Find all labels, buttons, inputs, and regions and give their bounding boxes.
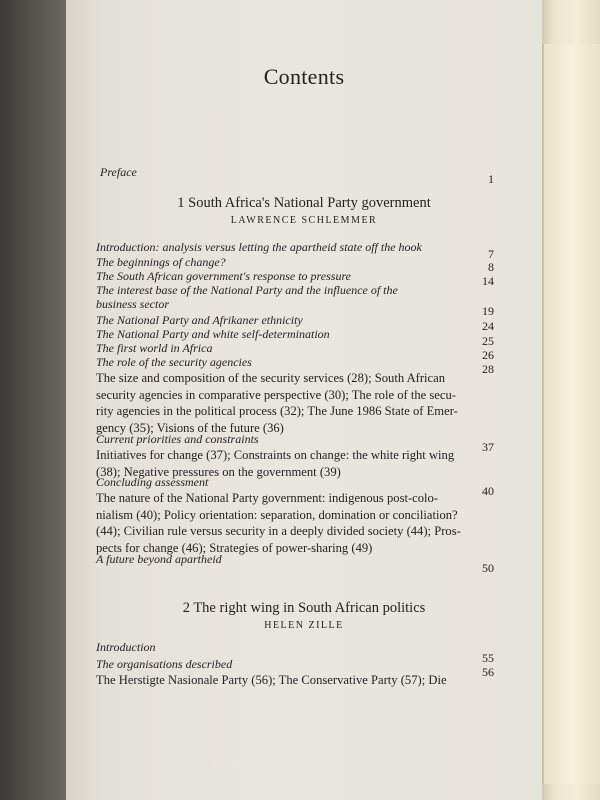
chapter-1-heading: 1 South Africa's National Party government	[177, 195, 431, 211]
subsection-line: pects for change (46); Strategies of power-sharing (49)	[96, 540, 373, 555]
toc-page: 37	[482, 440, 494, 454]
toc-entry: The organisations described	[96, 657, 233, 671]
toc-page: 14	[482, 274, 494, 288]
subsection-line: nialism (40); Policy orientation: separation, domination or conciliation?	[96, 507, 458, 522]
chapter-2-heading: 2 The right wing in South African politics	[182, 600, 426, 616]
book-cover-edge	[542, 0, 600, 800]
toc-entry: The National Party and Afrikaner ethnicity	[96, 313, 303, 327]
toc-entry: Current priorities and constraints	[96, 432, 259, 446]
subsection-line: (38); Negative pressures on the government (39)	[96, 464, 341, 479]
concluding-subsections	[96, 490, 466, 556]
subsection-line: The size and composition of the security services (28); South African	[96, 371, 446, 385]
toc-entry: business sector	[96, 297, 169, 311]
toc-page: 56	[482, 665, 494, 679]
toc-page-preface: 1	[488, 172, 494, 186]
toc-page: 50	[482, 561, 494, 575]
subsection-line: security agencies in comparative perspective (30); The role of the secu-	[96, 387, 456, 402]
toc-page: 7	[488, 247, 494, 261]
page-title: Contents	[263, 64, 345, 89]
subsection-line: rity agencies in the political process (32); The June 1986 State of Emer-	[96, 404, 458, 418]
toc-entry: The beginnings of change?	[96, 255, 226, 269]
page-stack-edge	[542, 44, 600, 784]
subsection-line: (44); Civilian rule versus security in a deeply divided society (44); Pros-	[96, 524, 461, 538]
subsection-line: The Herstigte Nasionale Party (56); The Conservative Party (57); Die	[96, 673, 447, 687]
chapter-1-author: LAWRENCE SCHLEMMER	[230, 215, 378, 226]
toc-page: 24	[482, 319, 494, 333]
subsection-line: Initiatives for change (37); Constraints on change: the white right wing	[96, 448, 455, 462]
subsection-line: gency (35); Visions of the future (36)	[96, 420, 284, 435]
toc-page: 25	[482, 334, 494, 348]
toc-page: 28	[482, 362, 494, 376]
book-gutter-shadow	[0, 0, 70, 800]
contents-page	[66, 0, 542, 800]
toc-page: 55	[482, 651, 494, 665]
toc-entry: Introduction	[96, 640, 156, 654]
chapter-2-author: HELEN ZILLE	[264, 620, 344, 631]
toc-entry: The interest base of the National Party and the influence of the	[96, 283, 398, 297]
organisations-subsections	[96, 672, 466, 689]
security-subsections	[96, 370, 466, 436]
toc-page: 8	[488, 260, 494, 274]
toc-entry: The first world in Africa	[96, 341, 213, 355]
toc-entry: The National Party and white self-determination	[96, 327, 330, 341]
toc-entry: Concluding assessment	[96, 475, 209, 489]
toc-page: 26	[482, 348, 494, 362]
toc-page: 19	[482, 304, 494, 318]
toc-page: 40	[482, 484, 494, 498]
toc-entry: The South African government's response to pressure	[96, 269, 351, 283]
toc-entry-preface: Preface	[100, 165, 137, 179]
toc-entry: A future beyond apartheid	[96, 552, 222, 566]
toc-entry: Introduction: analysis versus letting the apartheid state off the hook	[96, 240, 422, 254]
toc-entry: The role of the security agencies	[96, 355, 252, 369]
subsection-line: The nature of the National Party government: indigenous post-colo-	[96, 491, 439, 505]
